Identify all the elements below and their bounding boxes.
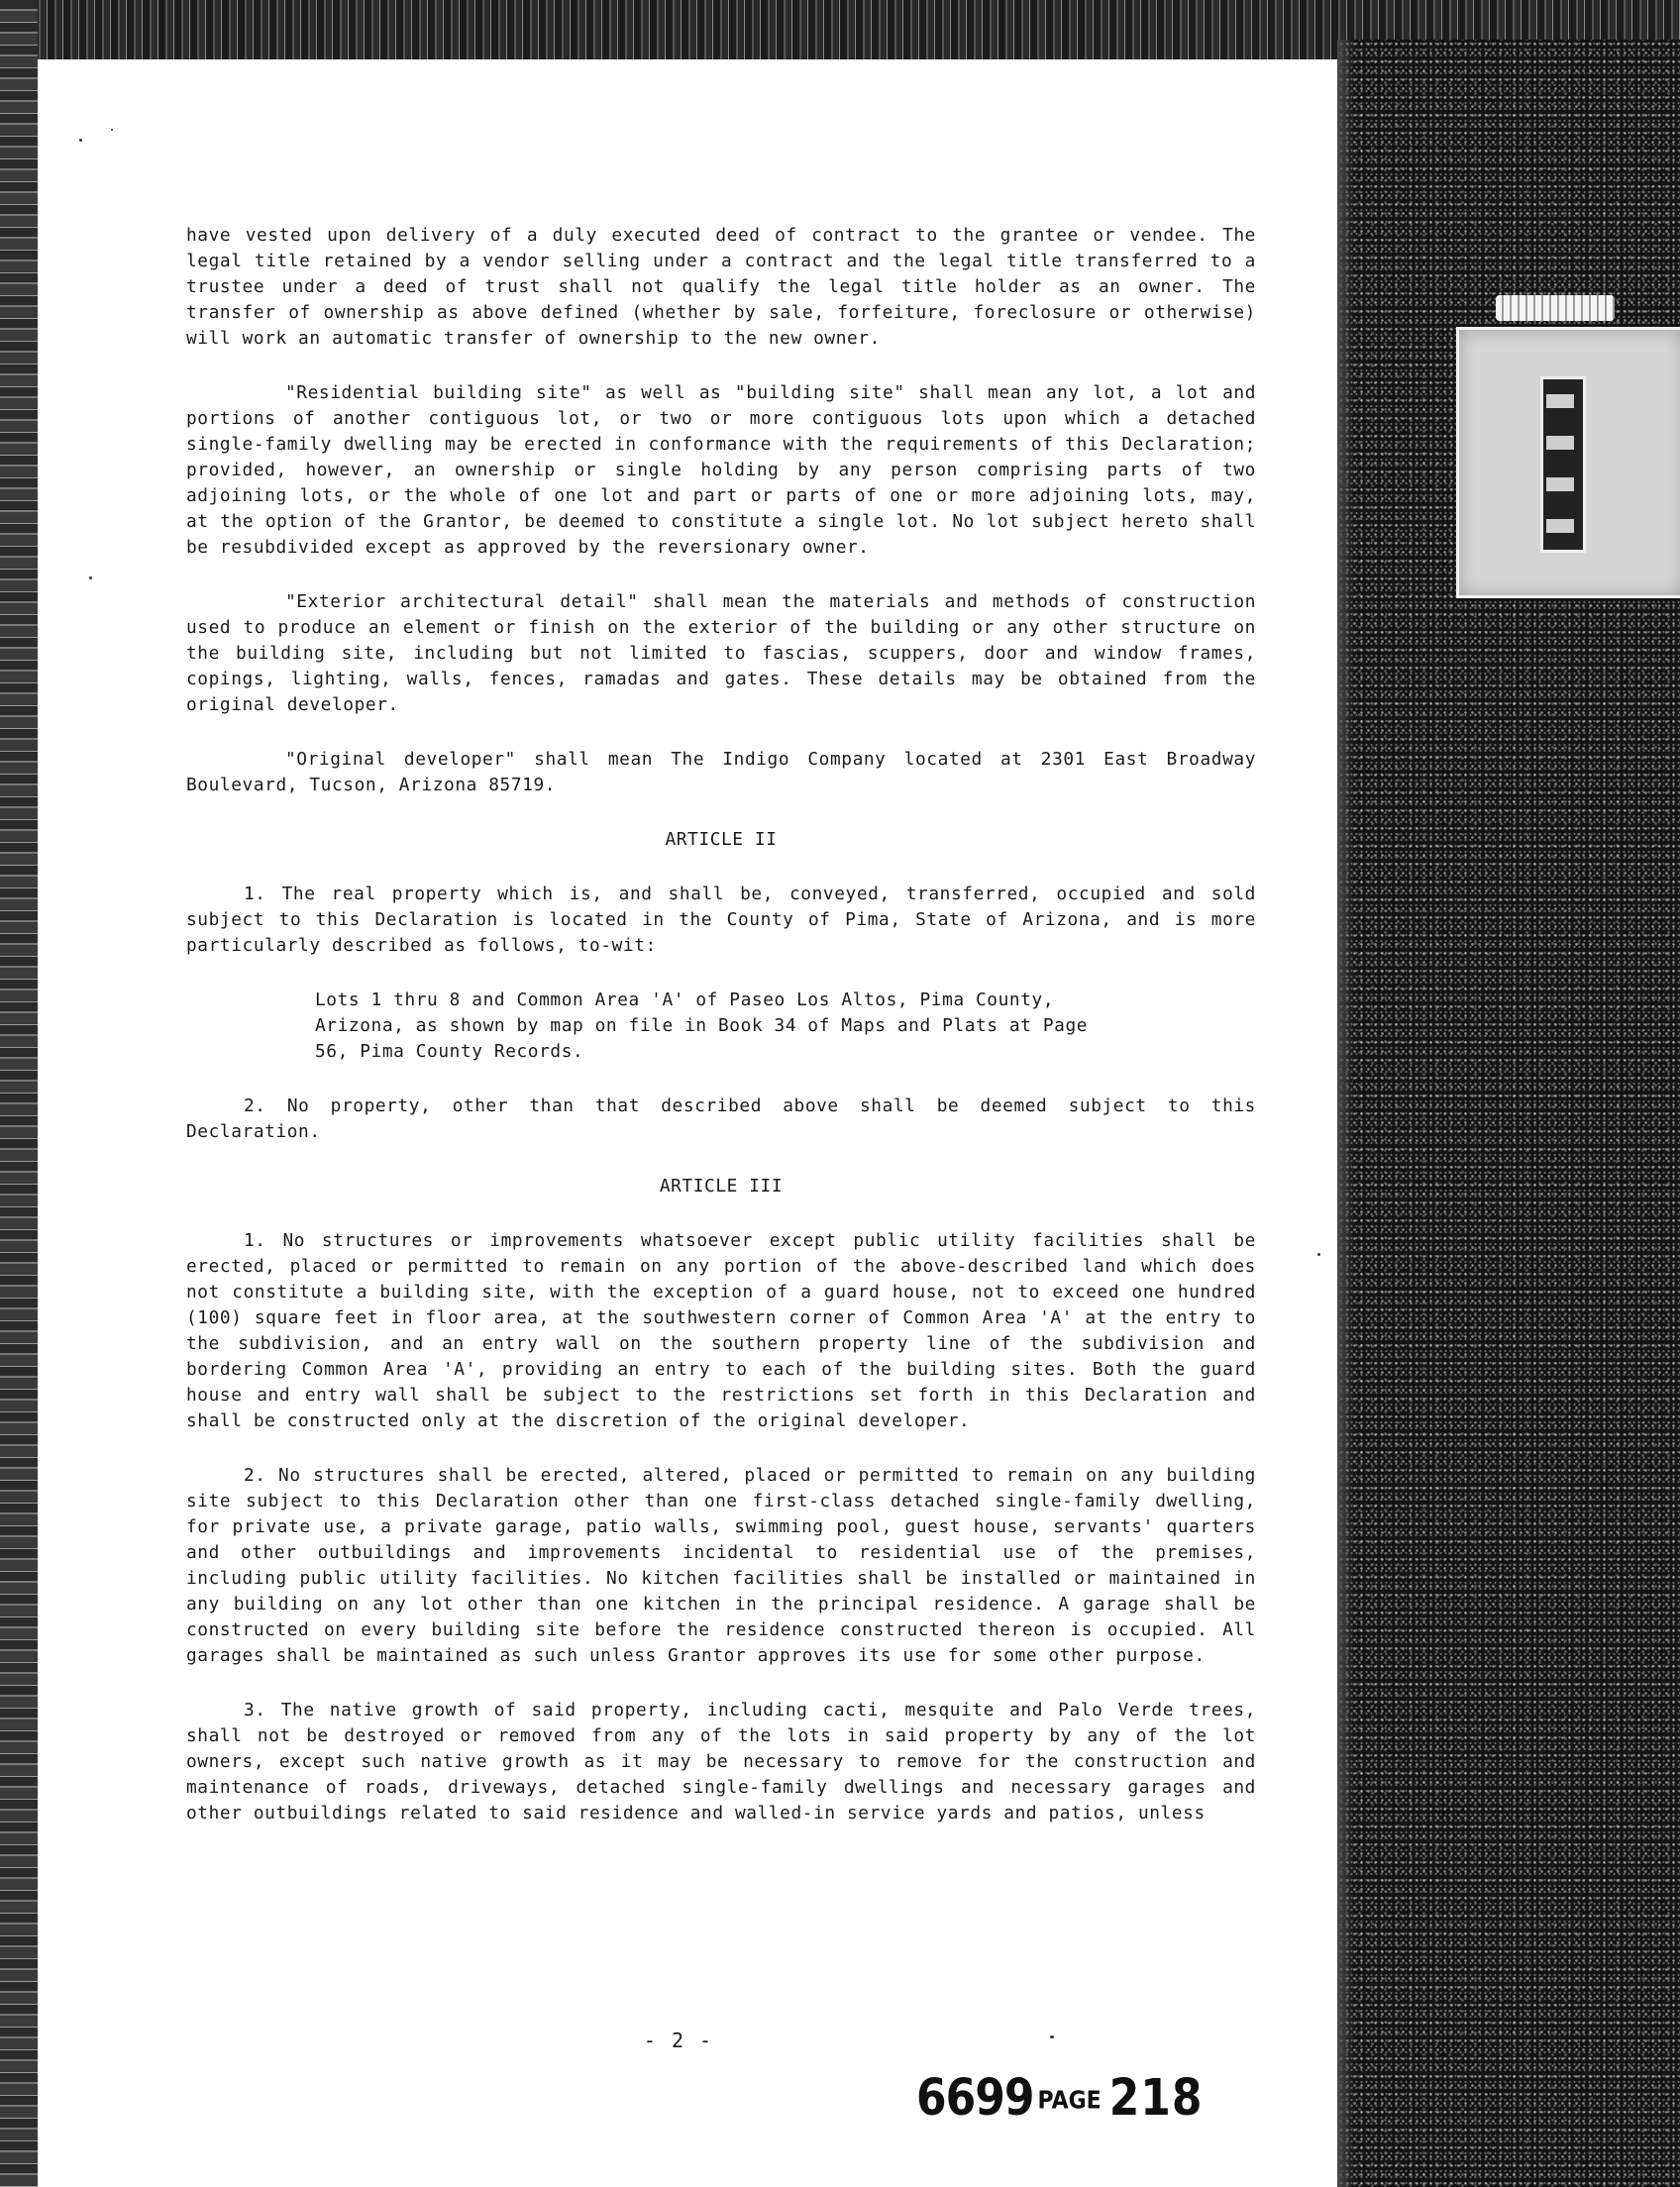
article-paragraph: 1. The real property which is, and shall be, conveyed, transferred, occupied and sold subject to this Declaration is located in the County of Pima, State of Arizona, and is more particularly described as follows, to-wit: [186,884,1256,956]
article-heading: ARTICLE II [665,829,778,850]
scan-plate-slot [1546,519,1574,533]
scan-plate-cap [1496,295,1615,321]
body-paragraph: have vested upon delivery of a duly executed deed of contract to the grantee or vendee. The legal title retained by a vendor selling under a contract and the legal title transferred to a trustee under a deed of trust shall not qualify the legal title holder as an owner. The transfer of ownership as above defined (whether by sale, forfeiture, foreclosure or otherwise) will work an automatic transfer of ownership to the new owner. [186,225,1256,349]
body-paragraph: "Original developer" shall mean The Indigo Company located at 2301 East Broadway Boulevard, Tucson, Arizona 85719. [186,749,1256,795]
scan-left-border [0,0,38,2187]
scan-speck [79,139,82,142]
scan-speck [89,576,92,579]
scan-speck [1317,1253,1320,1256]
body-paragraph: "Exterior architectural detail" shall mean the materials and methods of construction used to produce an element or finish on the exterior of the building or any other structure on the building site, including but not limited to fascias, scuppers, door and window frames, copings, lighting, walls, fences, ramadas and gates. These details may be obtained from the original developer. [186,591,1256,715]
legal-description: Lots 1 thru 8 and Common Area 'A' of Paseo Los Altos, Pima County, Arizona, as shown by map on file in Book 34 of Maps and Plats at Page 56, Pima County Records. [315,989,1089,1062]
recording-stamp [916,2069,1243,2142]
scan-plate-slot [1546,477,1574,491]
article-paragraph: 2. No structures shall be erected, altered, placed or permitted to remain on any building site subject to this Declaration other than one first-class detached single-family dwelling, for private use, a private garage, patio walls, swimming pool, guest house, servants' quarters and other outbuildings and improvements incidental to residential use of the premises, including public utility facilities. No kitchen facilities shall be installed or maintained in any building on any lot other than one kitchen in the principal residence. A garage shall be constructed on every building site before the residence constructed thereon is occupied. All garages shall be maintained as such unless Grantor approves its use for some other purpose. [186,1465,1256,1666]
document-body [186,223,1256,1855]
article-paragraph: 2. No property, other than that described above shall be deemed subject to this Declaration. [186,1095,1256,1142]
scan-plate-slot [1546,394,1574,408]
scan-plate-slot [1546,436,1574,450]
article-heading: ARTICLE III [659,1176,784,1197]
stamp-page-number: 218 [1108,2069,1204,2128]
stamp-page-tag: PAGE [1037,2086,1102,2116]
stamp-book-number: 6699 [916,2069,1034,2128]
article-paragraph: 3. The native growth of said property, including cacti, mesquite and Palo Verde trees, shall not be destroyed or removed from any of the lots in said property by any of the lot owners, except such native growth as it may be necessary to remove for the construction and maintenance of roads, driveways, detached single-family dwellings and necessary garages and other outbuildings related to said residence and walled-in service yards and patios, unless [186,1700,1256,1823]
scan-speck [111,129,113,131]
body-paragraph: "Residential building site" as well as "building site" shall mean any lot, a lot and portions of another contiguous lot, or two or more contiguous lots upon which a detached single-family dwelling may be erected in conformance with the requirements of this Declaration; provided, however, an ownership or single holding by any person comprising parts of two adjoining lots, or the whole of one lot and part or parts of one or more adjoining lots, may, at the option of the Grantor, be deemed to constitute a single lot. No lot subject hereto shall be resubdivided except as approved by the reversionary owner. [186,382,1256,558]
page-number: - 2 - [643,2029,714,2052]
article-paragraph: 1. No structures or improvements whatsoever except public utility facilities shall be erected, placed or permitted to remain on any portion of the above-described land which does not constitute a building site, with the exception of a guard house, not to exceed one hundred (100) square feet in floor area, at the southwestern corner of Common Area 'A' at the entry to the subdivision, and an entry wall on the southern property line of the subdivision and bordering Common Area 'A', providing an entry to each of the building sites. Both the guard house and entry wall shall be subject to the restrictions set forth in this Declaration and shall be constructed only at the discretion of the original developer. [186,1230,1256,1431]
